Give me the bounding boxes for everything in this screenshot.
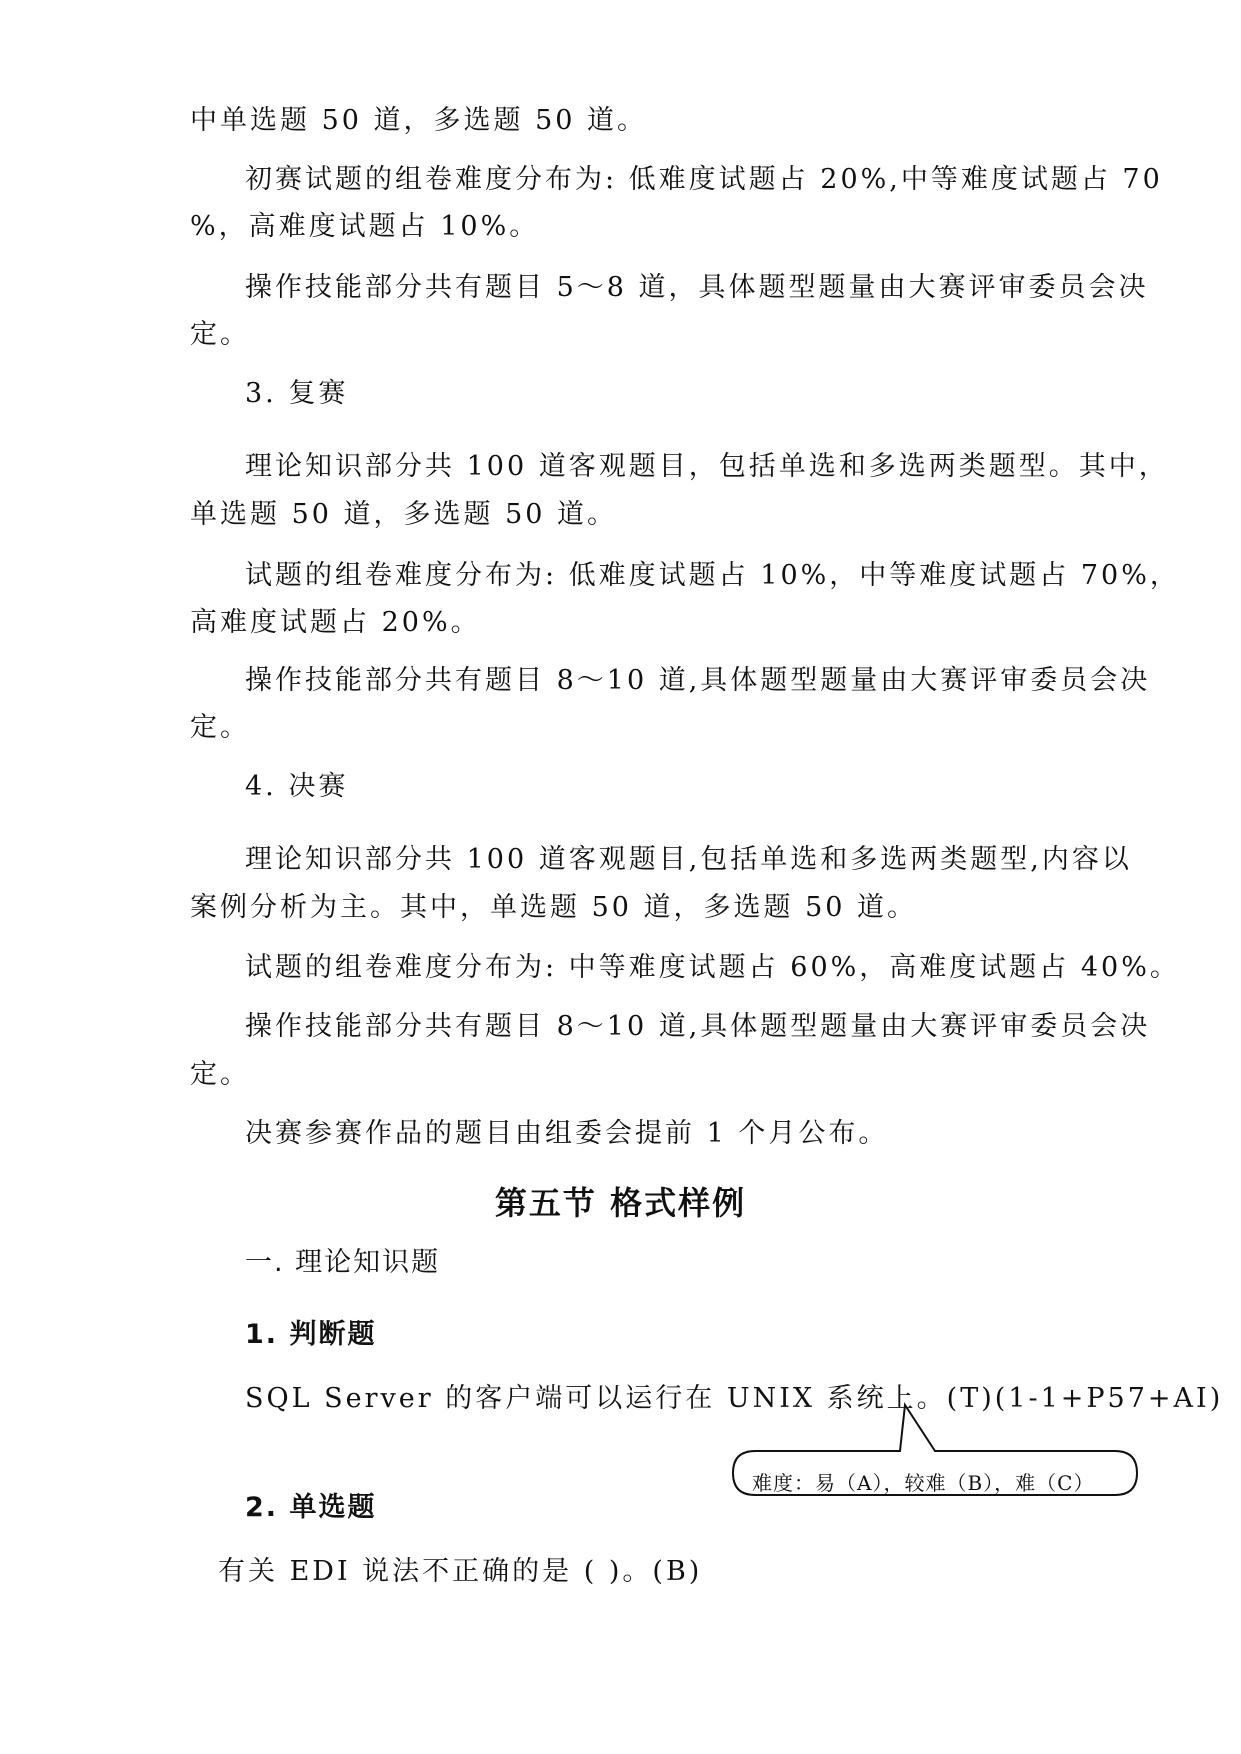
paragraph-line: 定。 <box>190 319 250 350</box>
paragraph-line: 中单选题 50 道，多选题 50 道。 <box>190 105 648 136</box>
paragraph-line: 案例分析为主。其中，单选题 50 道，多选题 50 道。 <box>190 892 918 923</box>
single-example: 有关 EDI 说法不正确的是 ( )。(B) <box>218 1556 703 1587</box>
paragraph-line: 操作技能部分共有题目 5～8 道，具体题型题量由大赛评审委员会决 <box>245 272 1149 303</box>
paragraph-line: %，高难度试题占 10%。 <box>190 211 540 242</box>
judge-heading: 1. 判断题 <box>245 1319 377 1350</box>
paragraph-line: 决赛参赛作品的题目由组委会提前 1 个月公布。 <box>245 1118 889 1149</box>
paragraph-line: 操作技能部分共有题目 8～10 道,具体题型题量由大赛评审委员会决 <box>245 1011 1151 1042</box>
paragraph-line: 高难度试题占 20%。 <box>190 607 481 638</box>
paragraph-line: 定。 <box>190 712 250 743</box>
paragraph-line: 定。 <box>190 1059 250 1090</box>
paragraph-line: 试题的组卷难度分布为: 中等难度试题占 60%，高难度试题占 40%。 <box>245 952 1180 983</box>
theory-heading: 一. 理论知识题 <box>245 1247 441 1278</box>
paragraph-line: 操作技能部分共有题目 8～10 道,具体题型题量由大赛评审委员会决 <box>245 665 1151 696</box>
paragraph-line: 理论知识部分共 100 道客观题目，包括单选和多选两类题型。其中， <box>245 451 1169 482</box>
section-title: 第五节 格式样例 <box>494 1184 747 1222</box>
paragraph-line: 单选题 50 道，多选题 50 道。 <box>190 499 618 530</box>
section-heading-final: 4. 决赛 <box>245 771 349 802</box>
judge-example: SQL Server 的客户端可以运行在 UNIX 系统上。(T)(1-1+P57+AI) <box>245 1383 1224 1414</box>
paragraph-line: 理论知识部分共 100 道客观题目,包括单选和多选两类题型,内容以 <box>245 844 1132 875</box>
callout-label: 难度：易（A），较难（B），难（C） <box>752 1471 1095 1495</box>
paragraph-line: 初赛试题的组卷难度分布为: 低难度试题占 20%,中等难度试题占 70 <box>245 164 1163 195</box>
single-heading: 2. 单选题 <box>245 1492 377 1523</box>
section-heading-semifinal: 3. 复赛 <box>245 378 349 409</box>
paragraph-line: 试题的组卷难度分布为: 低难度试题占 10%，中等难度试题占 70%， <box>245 560 1180 591</box>
